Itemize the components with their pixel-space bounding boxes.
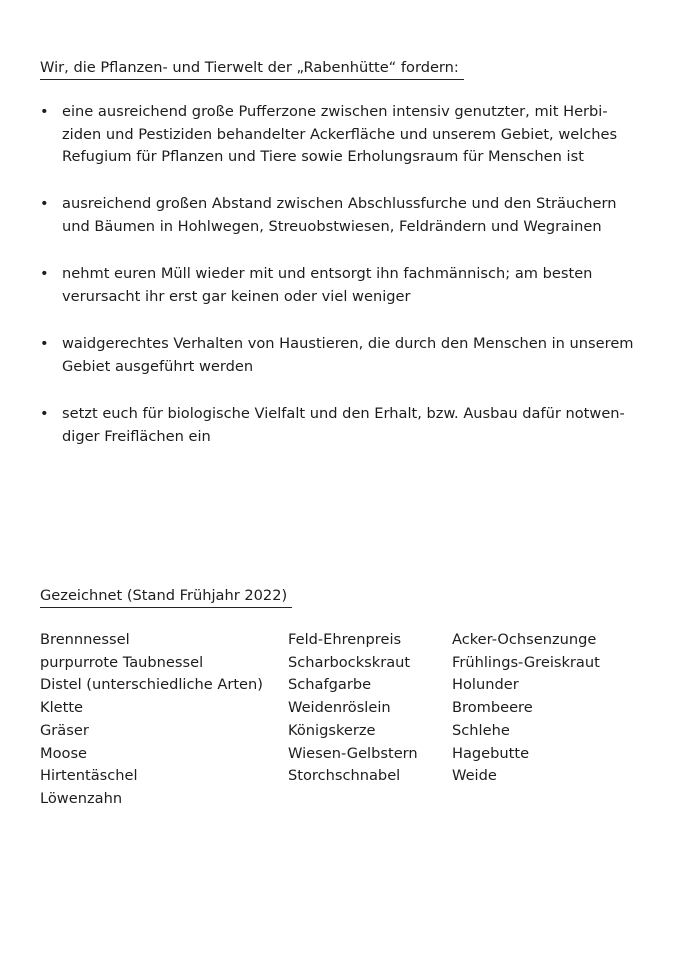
bullet-item-pufferzone <box>40 101 640 169</box>
plant-list-column-1 <box>40 629 288 811</box>
plant-item: Gräser <box>40 721 89 739</box>
plant-item: Scharbockskraut <box>288 653 411 671</box>
bullet-line: diger Freiflächen ein <box>62 427 211 445</box>
bullet-text <box>62 263 640 308</box>
bullet-item-haustiere <box>40 333 640 378</box>
bullet-line: nehmt euren Müll wieder mit und entsorgt ihn fachmännisch; am besten <box>62 265 593 283</box>
bullet-line: und Bäumen in Hohlwegen, Streuobstwiesen, Feldrändern und Wegrainen <box>62 218 602 236</box>
document-title <box>40 57 464 80</box>
plant-item: Weide <box>452 767 497 785</box>
plant-item: Holunder <box>452 676 519 694</box>
signature-heading-text: Gezeichnet (Stand Frühjahr 2022) <box>40 585 292 608</box>
bullet-line: ausreichend großen Abstand zwischen Abschlussfurche und den Sträuchern <box>62 195 617 213</box>
plant-item: Klette <box>40 699 84 717</box>
bullet-line: Gebiet ausgeführt werden <box>62 357 254 375</box>
bullet-line: setzt euch für biologische Vielfalt und den Erhalt, bzw. Ausbau dafür notwen- <box>62 405 625 423</box>
bullet-marker: • <box>40 335 49 353</box>
plant-item: Königskerze <box>288 721 376 739</box>
bullet-marker: • <box>40 265 49 283</box>
bullet-item-abstand <box>40 193 640 238</box>
plant-item: Schlehe <box>452 721 510 739</box>
bullet-marker: • <box>40 405 49 423</box>
bullet-text <box>62 403 640 448</box>
plant-item: Wiesen-Gelbstern <box>288 744 418 762</box>
document-title-text: Wir, die Pflanzen- und Tierwelt der „Rabenhütte“ fordern: <box>40 57 464 80</box>
plant-item: Acker-Ochsenzunge <box>452 631 597 648</box>
bullet-line: waidgerechtes Verhalten von Haustieren, die durch den Menschen in unserem <box>62 335 634 353</box>
bullet-text <box>62 193 640 238</box>
plant-list-column-3 <box>452 629 642 811</box>
plant-item: Hagebutte <box>452 744 530 762</box>
bullet-text <box>62 101 640 169</box>
bullet-item-muell <box>40 263 640 308</box>
bullet-line: verursacht ihr erst gar keinen oder viel weniger <box>62 287 411 305</box>
plant-list-column-2 <box>288 629 452 811</box>
bullet-line: ziden und Pestiziden behandelter Ackerfläche und unserem Gebiet, welches <box>62 125 618 143</box>
plant-item: Brombeere <box>452 699 533 717</box>
plant-list <box>40 629 650 811</box>
plant-item: purpurrote Taubnessel <box>40 653 204 671</box>
plant-item: Feld-Ehrenpreis <box>288 631 402 648</box>
plant-item: Storchschnabel <box>288 767 401 785</box>
bullet-line: eine ausreichend große Pufferzone zwischen intensiv genutzter, mit Herbi- <box>62 103 608 120</box>
signature-heading <box>40 585 292 608</box>
plant-item: Frühlings-Greiskraut <box>452 653 600 671</box>
bullet-item-vielfalt <box>40 403 640 448</box>
bullet-line: Refugium für Pflanzen und Tiere sowie Erholungsraum für Menschen ist <box>62 148 584 166</box>
plant-item: Schafgarbe <box>288 676 372 694</box>
bullet-marker: • <box>40 195 49 213</box>
bullet-marker: • <box>40 103 49 120</box>
plant-item: Distel (unterschiedliche Arten) <box>40 676 263 694</box>
plant-item: Hirtentäschel <box>40 767 138 785</box>
bullet-text <box>62 333 640 378</box>
plant-item: Brennnessel <box>40 631 130 648</box>
plant-item: Löwenzahn <box>40 789 123 807</box>
demands-bullet-list <box>40 101 640 473</box>
plant-item: Moose <box>40 744 88 762</box>
plant-item: Weidenröslein <box>288 699 391 717</box>
